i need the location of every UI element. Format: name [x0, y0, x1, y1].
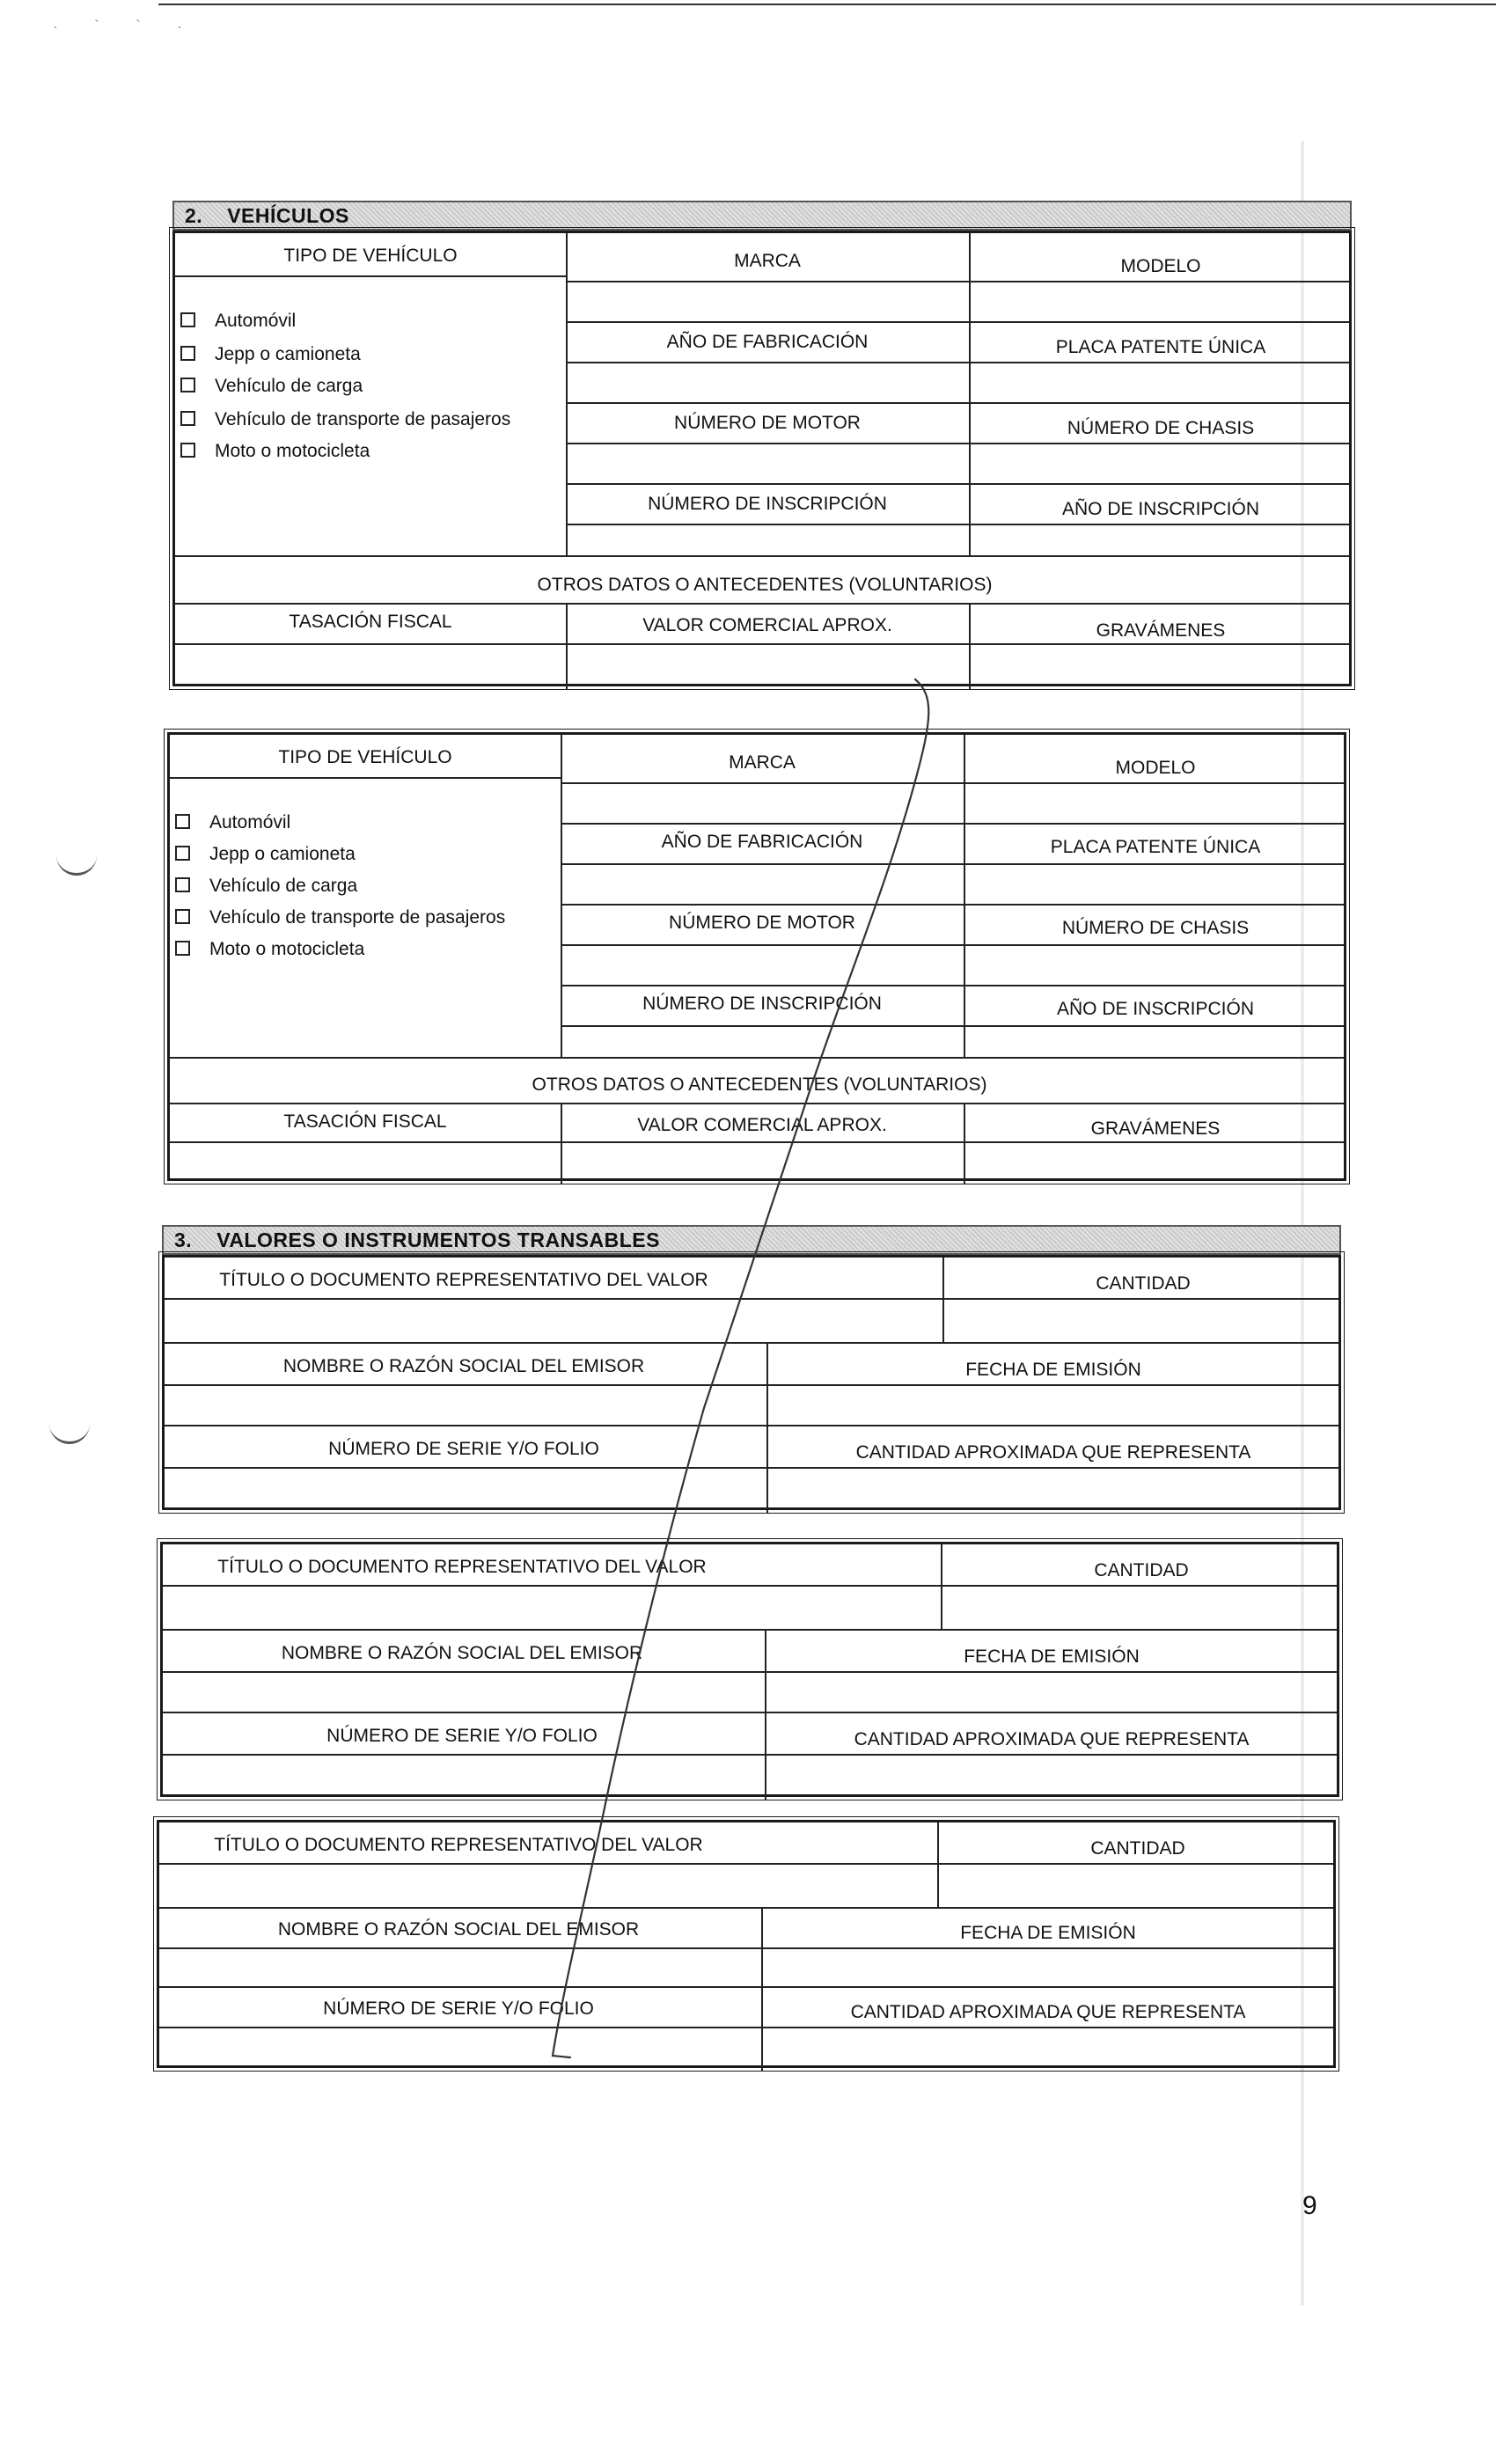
nombre-emisor-label: NOMBRE O RAZÓN SOCIAL DEL EMISOR: [282, 1356, 645, 1376]
anio-inscripcion-label: AÑO DE INSCRIPCIÓN: [1056, 999, 1255, 1019]
fecha-emision-label: FECHA DE EMISIÓN: [960, 1923, 1136, 1943]
vehicle-type-label: TIPO DE VEHÍCULO: [283, 246, 458, 266]
checkbox-option-automovil[interactable]: Automóvil: [180, 311, 296, 332]
fecha-emision-label: FECHA DE EMISIÓN: [964, 1646, 1140, 1667]
checkbox-option-moto[interactable]: Moto o motocicleta: [175, 939, 364, 960]
placa-patente-label: PLACA PATENTE ÚNICA: [1050, 837, 1261, 857]
gravamenes-label: GRAVÁMENES: [1096, 620, 1226, 641]
anio-fabricacion-label: AÑO DE FABRICACIÓN: [661, 832, 863, 852]
checkbox-option-automovil[interactable]: Automóvil: [175, 812, 290, 833]
scan-specks: · ` ` ·: [53, 18, 198, 35]
page-number: 9: [1302, 2191, 1317, 2220]
marca-label: MARCA: [734, 251, 801, 271]
section-2-number: 2.: [185, 204, 203, 227]
cantidad-label: CANTIDAD: [1090, 1838, 1185, 1859]
modelo-label: MODELO: [1115, 758, 1196, 778]
section-3-title: VALORES O INSTRUMENTOS TRANSABLES: [216, 1228, 660, 1251]
anio-inscripcion-label: AÑO DE INSCRIPCIÓN: [1061, 499, 1260, 519]
numero-inscripcion-label: NÚMERO DE INSCRIPCIÓN: [642, 994, 882, 1014]
checkbox-option-moto[interactable]: Moto o motocicleta: [180, 441, 370, 462]
numero-inscripcion-label: NÚMERO DE INSCRIPCIÓN: [648, 494, 887, 514]
cantidad-label: CANTIDAD: [1094, 1560, 1189, 1580]
numero-motor-label: NÚMERO DE MOTOR: [674, 413, 861, 433]
tasacion-fiscal-label: TASACIÓN FISCAL: [283, 1111, 447, 1132]
numero-motor-label: NÚMERO DE MOTOR: [669, 913, 855, 933]
marca-label: MARCA: [729, 752, 796, 773]
checkbox-option-camioneta[interactable]: Jepp o camioneta: [180, 344, 361, 365]
nombre-emisor-label: NOMBRE O RAZÓN SOCIAL DEL EMISOR: [277, 1919, 640, 1940]
tasacion-fiscal-label: TASACIÓN FISCAL: [289, 612, 452, 632]
numero-serie-label: NÚMERO DE SERIE Y/O FOLIO: [326, 1726, 598, 1746]
numero-chasis-label: NÚMERO DE CHASIS: [1061, 918, 1250, 938]
cantidad-aproximada-label: CANTIDAD APROXIMADA QUE REPRESENTA: [850, 2002, 1246, 2022]
titulo-documento-label: TÍTULO O DOCUMENTO REPRESENTATIVO DEL VALOR: [219, 1270, 708, 1290]
otros-datos-label: OTROS DATOS O ANTECEDENTES (VOLUNTARIOS): [537, 575, 993, 595]
section-3-number: 3.: [174, 1228, 193, 1251]
checkbox-option-carga[interactable]: Vehículo de carga: [180, 376, 363, 397]
anio-fabricacion-label: AÑO DE FABRICACIÓN: [666, 332, 869, 352]
cantidad-aproximada-label: CANTIDAD APROXIMADA QUE REPRESENTA: [854, 1729, 1250, 1749]
numero-serie-label: NÚMERO DE SERIE Y/O FOLIO: [323, 1998, 594, 2019]
otros-datos-label: OTROS DATOS O ANTECEDENTES (VOLUNTARIOS): [532, 1074, 987, 1095]
titulo-documento-label: TÍTULO O DOCUMENTO REPRESENTATIVO DEL VALOR: [214, 1835, 703, 1855]
checkbox-option-camioneta[interactable]: Jepp o camioneta: [175, 844, 356, 865]
checkbox-option-pasajeros[interactable]: Vehículo de transporte de pasajeros: [175, 907, 505, 928]
valor-comercial-label: VALOR COMERCIAL APROX.: [637, 1115, 887, 1135]
cantidad-label: CANTIDAD: [1096, 1273, 1191, 1294]
cantidad-aproximada-label: CANTIDAD APROXIMADA QUE REPRESENTA: [855, 1442, 1251, 1463]
valor-comercial-label: VALOR COMERCIAL APROX.: [642, 615, 892, 635]
section-2-title: VEHÍCULOS: [227, 204, 349, 227]
vehicle-type-label: TIPO DE VEHÍCULO: [278, 747, 452, 767]
fecha-emision-label: FECHA DE EMISIÓN: [965, 1360, 1141, 1380]
checkbox-option-carga[interactable]: Vehículo de carga: [175, 876, 357, 897]
numero-serie-label: NÚMERO DE SERIE Y/O FOLIO: [328, 1439, 599, 1459]
titulo-documento-label: TÍTULO O DOCUMENTO REPRESENTATIVO DEL VALOR: [217, 1557, 707, 1577]
modelo-label: MODELO: [1120, 256, 1201, 276]
checkbox-option-pasajeros[interactable]: Vehículo de transporte de pasajeros: [180, 409, 510, 430]
gravamenes-label: GRAVÁMENES: [1090, 1118, 1221, 1139]
nombre-emisor-label: NOMBRE O RAZÓN SOCIAL DEL EMISOR: [281, 1643, 643, 1663]
placa-patente-label: PLACA PATENTE ÚNICA: [1055, 337, 1266, 357]
numero-chasis-label: NÚMERO DE CHASIS: [1067, 418, 1255, 438]
